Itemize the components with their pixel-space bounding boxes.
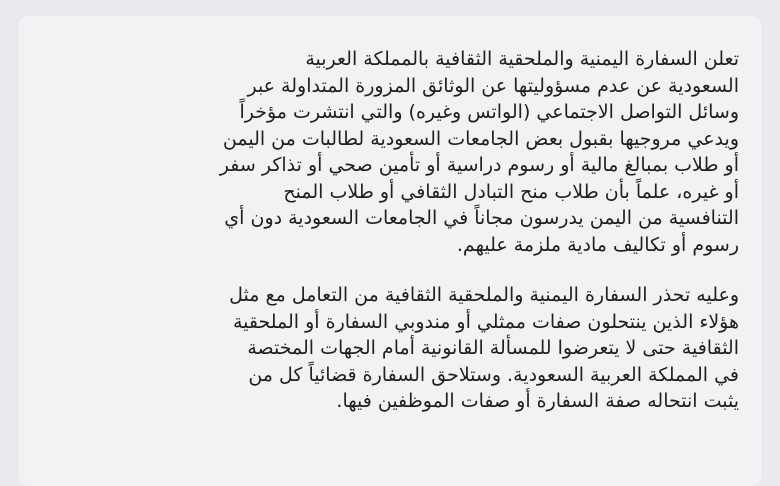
paragraph-2-line-5: يثبت انتحاله صفة السفارة أو صفات الموظفين فيها. (336, 390, 739, 412)
paragraph-2-line-4: في المملكة العربية السعودية. وستلاحق السفارة قضائياً كل من (248, 363, 739, 386)
paragraph-1-line-8: رسوم أو تكاليف مادية ملزمة عليهم. (456, 233, 739, 256)
announcement-text (86, 46, 739, 415)
paragraph-1-line-6: أو غيره، علماً بأن طلاب منح التبادل الثقافي أو طلاب المنح (283, 180, 739, 203)
paragraph-1 (86, 46, 739, 258)
paragraph-1-line-3: وسائل التواصل الاجتماعي (الواتس وغيره) والتي انتشرت مؤخراً (239, 101, 739, 123)
paragraph-1-line-4: ويدعي مروجيها بقبول بعض الجامعات السعودية لطالبات من اليمن (222, 127, 739, 150)
paragraph-2-line-2: هؤلاء الذين ينتحلون صفات ممثلي أو مندوبي السفارة أو الملحقية (232, 310, 739, 333)
announcement-card (18, 16, 762, 486)
paragraph-1-line-1: تعلن السفارة اليمنية والملحقية الثقافية بالمملكة العربية (305, 48, 739, 70)
paragraph-1-line-7: التنافسية من اليمن يدرسون مجاناً في الجامعات السعودية دون أي (224, 207, 739, 229)
paragraph-2 (86, 282, 739, 415)
paragraph-1-line-5: أو طلاب بمبالغ مالية أو رسوم دراسية أو تأمين صحي أو تذاكر سفر (219, 154, 739, 176)
paragraph-2-line-3: الثقافية حتى لا يتعرضوا للمسألة القانونية أمام الجهات المختصة (247, 337, 739, 359)
paragraph-2-line-1: وعليه تحذر السفارة اليمنية والملحقية الثقافية من التعامل مع مثل (229, 284, 739, 306)
paragraph-1-line-2: السعودية عن عدم مسؤوليتها عن الوثائق المزورة المتداولة عبر (247, 74, 739, 97)
